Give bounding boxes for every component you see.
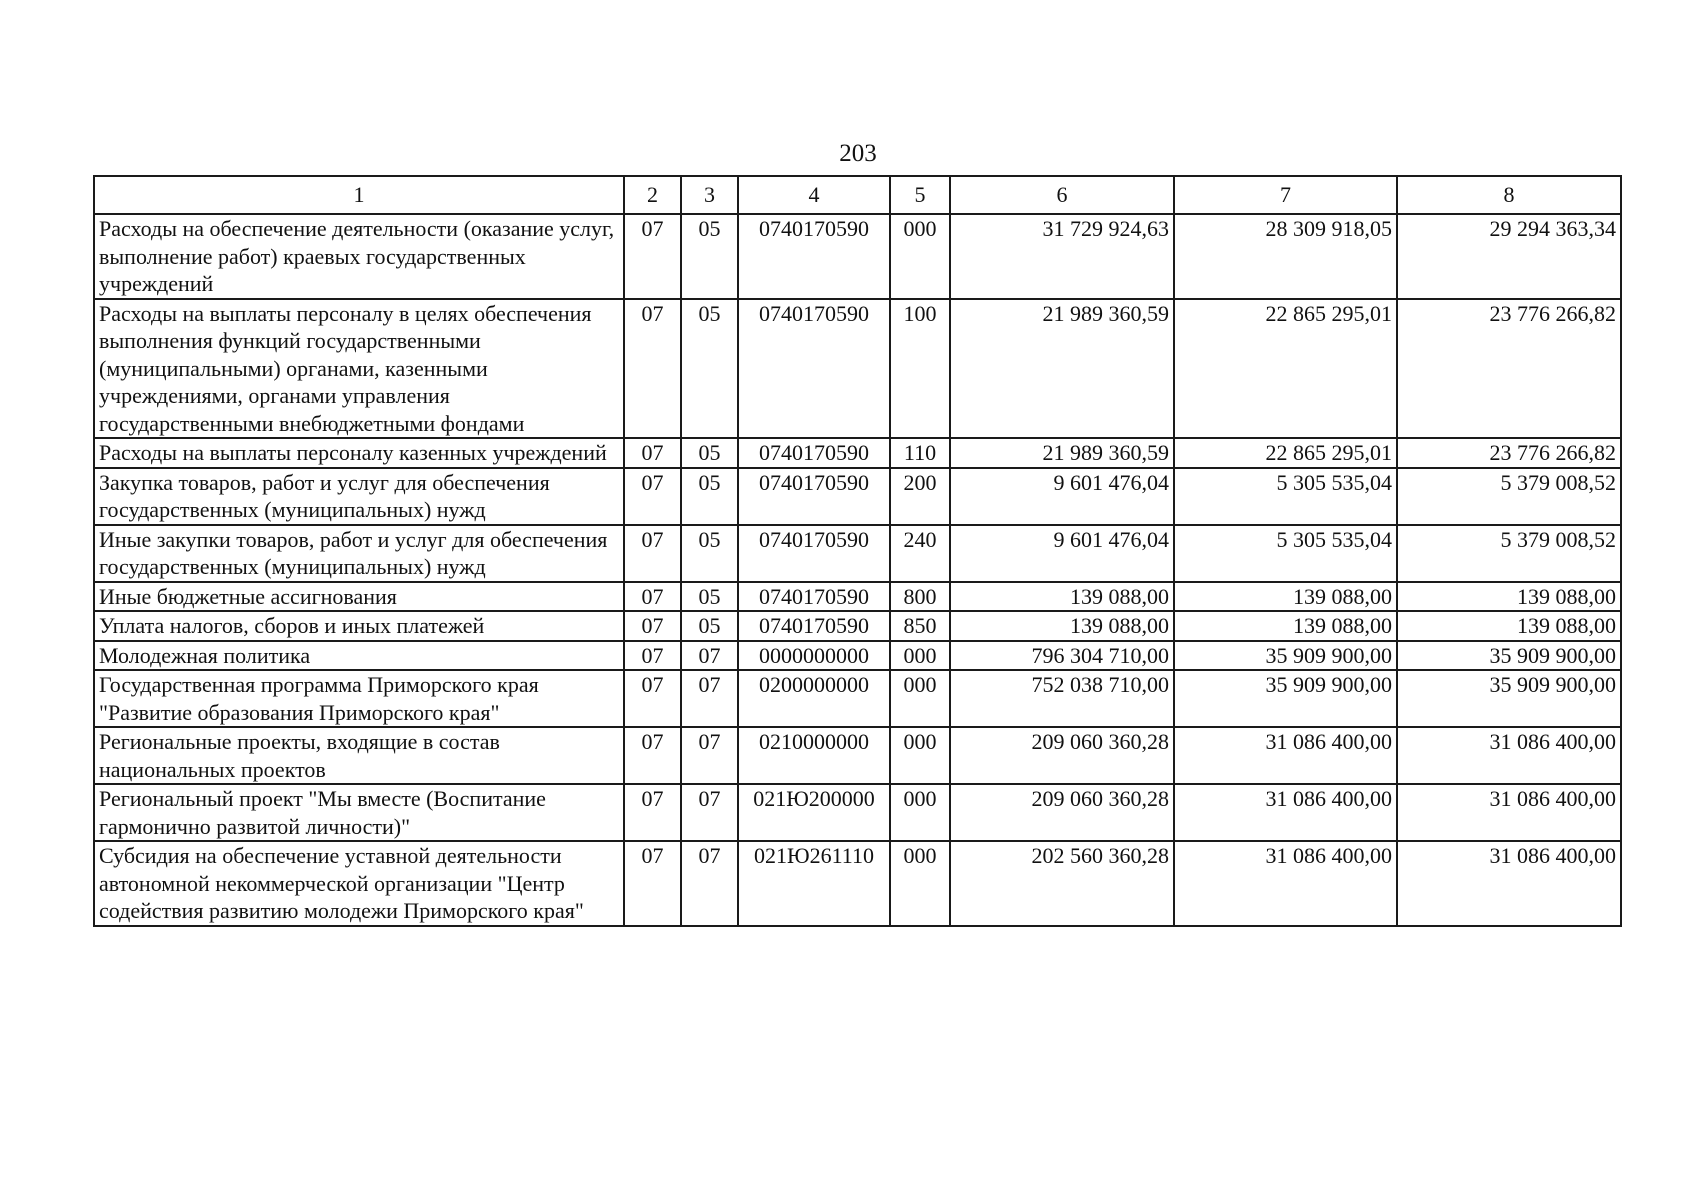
budget-table	[93, 175, 1622, 927]
amount-col6-cell: 209 060 360,28	[950, 784, 1174, 841]
column-header: 3	[681, 176, 738, 214]
amount-col8-cell: 23 776 266,82	[1397, 299, 1621, 439]
column-header: 1	[94, 176, 624, 214]
table-row	[94, 641, 1621, 671]
subsection-code-cell: 07	[681, 641, 738, 671]
amount-col6-cell: 139 088,00	[950, 582, 1174, 612]
amount-col6-cell: 21 989 360,59	[950, 438, 1174, 468]
amount-col8-cell: 31 086 400,00	[1397, 784, 1621, 841]
table-row	[94, 468, 1621, 525]
amount-col8-cell: 139 088,00	[1397, 611, 1621, 641]
table-row	[94, 214, 1621, 299]
expense-type-code-cell: 100	[890, 299, 950, 439]
amount-col8-cell: 5 379 008,52	[1397, 525, 1621, 582]
target-article-code-cell: 0740170590	[738, 299, 890, 439]
column-header: 4	[738, 176, 890, 214]
expense-type-code-cell: 110	[890, 438, 950, 468]
amount-col8-cell: 23 776 266,82	[1397, 438, 1621, 468]
amount-col6-cell: 139 088,00	[950, 611, 1174, 641]
section-code-cell: 07	[624, 670, 681, 727]
subsection-code-cell: 05	[681, 438, 738, 468]
target-article-code-cell: 021Ю200000	[738, 784, 890, 841]
expense-name-cell: Государственная программа Приморского края "Развитие образования Приморского края"	[94, 670, 624, 727]
amount-col7-cell: 31 086 400,00	[1174, 727, 1397, 784]
section-code-cell: 07	[624, 438, 681, 468]
expense-type-code-cell: 850	[890, 611, 950, 641]
amount-col7-cell: 5 305 535,04	[1174, 468, 1397, 525]
expense-name-cell: Субсидия на обеспечение уставной деятельности автономной некоммерческой организации "Центр содействия развитию молодежи Приморского края"	[94, 841, 624, 926]
table-row	[94, 299, 1621, 439]
subsection-code-cell: 07	[681, 784, 738, 841]
target-article-code-cell: 0740170590	[738, 214, 890, 299]
amount-col7-cell: 28 309 918,05	[1174, 214, 1397, 299]
expense-name-cell: Уплата налогов, сборов и иных платежей	[94, 611, 624, 641]
table-row	[94, 841, 1621, 926]
section-code-cell: 07	[624, 727, 681, 784]
amount-col7-cell: 5 305 535,04	[1174, 525, 1397, 582]
target-article-code-cell: 0740170590	[738, 525, 890, 582]
target-article-code-cell: 0200000000	[738, 670, 890, 727]
amount-col6-cell: 9 601 476,04	[950, 468, 1174, 525]
amount-col7-cell: 22 865 295,01	[1174, 299, 1397, 439]
expense-name-cell: Расходы на обеспечение деятельности (оказание услуг, выполнение работ) краевых государственных учреждений	[94, 214, 624, 299]
amount-col7-cell: 139 088,00	[1174, 611, 1397, 641]
expense-type-code-cell: 240	[890, 525, 950, 582]
expense-name-cell: Закупка товаров, работ и услуг для обеспечения государственных (муниципальных) нужд	[94, 468, 624, 525]
section-code-cell: 07	[624, 784, 681, 841]
column-header: 5	[890, 176, 950, 214]
table-row	[94, 611, 1621, 641]
amount-col6-cell: 9 601 476,04	[950, 525, 1174, 582]
subsection-code-cell: 05	[681, 582, 738, 612]
amount-col6-cell: 21 989 360,59	[950, 299, 1174, 439]
expense-type-code-cell: 000	[890, 641, 950, 671]
amount-col7-cell: 22 865 295,01	[1174, 438, 1397, 468]
amount-col7-cell: 31 086 400,00	[1174, 784, 1397, 841]
expense-name-cell: Региональные проекты, входящие в состав национальных проектов	[94, 727, 624, 784]
table-row	[94, 582, 1621, 612]
table-row	[94, 727, 1621, 784]
amount-col6-cell: 209 060 360,28	[950, 727, 1174, 784]
column-header: 7	[1174, 176, 1397, 214]
amount-col8-cell: 35 909 900,00	[1397, 641, 1621, 671]
table-row	[94, 438, 1621, 468]
page-number: 203	[839, 140, 877, 167]
amount-col6-cell: 31 729 924,63	[950, 214, 1174, 299]
target-article-code-cell: 021Ю261110	[738, 841, 890, 926]
amount-col8-cell: 139 088,00	[1397, 582, 1621, 612]
table-row	[94, 525, 1621, 582]
column-header: 2	[624, 176, 681, 214]
expense-name-cell: Молодежная политика	[94, 641, 624, 671]
subsection-code-cell: 05	[681, 611, 738, 641]
expense-type-code-cell: 000	[890, 784, 950, 841]
section-code-cell: 07	[624, 299, 681, 439]
expense-type-code-cell: 000	[890, 841, 950, 926]
amount-col8-cell: 35 909 900,00	[1397, 670, 1621, 727]
amount-col6-cell: 752 038 710,00	[950, 670, 1174, 727]
section-code-cell: 07	[624, 468, 681, 525]
target-article-code-cell: 0740170590	[738, 438, 890, 468]
target-article-code-cell: 0740170590	[738, 582, 890, 612]
amount-col7-cell: 139 088,00	[1174, 582, 1397, 612]
section-code-cell: 07	[624, 582, 681, 612]
table-row	[94, 784, 1621, 841]
section-code-cell: 07	[624, 641, 681, 671]
target-article-code-cell: 0740170590	[738, 611, 890, 641]
section-code-cell: 07	[624, 525, 681, 582]
amount-col8-cell: 5 379 008,52	[1397, 468, 1621, 525]
amount-col7-cell: 35 909 900,00	[1174, 670, 1397, 727]
amount-col7-cell: 35 909 900,00	[1174, 641, 1397, 671]
subsection-code-cell: 05	[681, 214, 738, 299]
expense-type-code-cell: 000	[890, 214, 950, 299]
header-row	[94, 176, 1621, 214]
column-header: 6	[950, 176, 1174, 214]
column-header: 8	[1397, 176, 1621, 214]
expense-name-cell: Расходы на выплаты персоналу казенных учреждений	[94, 438, 624, 468]
table-header	[94, 176, 1621, 214]
expense-name-cell: Иные бюджетные ассигнования	[94, 582, 624, 612]
amount-col6-cell: 202 560 360,28	[950, 841, 1174, 926]
expense-name-cell: Расходы на выплаты персоналу в целях обеспечения выполнения функций государственными (муниципальными) органами, казенными учреждениями, органами управления государственными внебюджетными фондами	[94, 299, 624, 439]
subsection-code-cell: 07	[681, 727, 738, 784]
expense-name-cell: Региональный проект "Мы вместе (Воспитание гармонично развитой личности)"	[94, 784, 624, 841]
expense-name-cell: Иные закупки товаров, работ и услуг для обеспечения государственных (муниципальных) нужд	[94, 525, 624, 582]
table-row	[94, 670, 1621, 727]
subsection-code-cell: 07	[681, 670, 738, 727]
expense-type-code-cell: 000	[890, 670, 950, 727]
section-code-cell: 07	[624, 214, 681, 299]
subsection-code-cell: 05	[681, 525, 738, 582]
expense-type-code-cell: 800	[890, 582, 950, 612]
section-code-cell: 07	[624, 841, 681, 926]
table-body	[94, 214, 1621, 926]
amount-col8-cell: 29 294 363,34	[1397, 214, 1621, 299]
target-article-code-cell: 0000000000	[738, 641, 890, 671]
expense-type-code-cell: 000	[890, 727, 950, 784]
amount-col8-cell: 31 086 400,00	[1397, 841, 1621, 926]
section-code-cell: 07	[624, 611, 681, 641]
amount-col8-cell: 31 086 400,00	[1397, 727, 1621, 784]
target-article-code-cell: 0210000000	[738, 727, 890, 784]
target-article-code-cell: 0740170590	[738, 468, 890, 525]
expense-type-code-cell: 200	[890, 468, 950, 525]
subsection-code-cell: 07	[681, 841, 738, 926]
amount-col7-cell: 31 086 400,00	[1174, 841, 1397, 926]
subsection-code-cell: 05	[681, 468, 738, 525]
subsection-code-cell: 05	[681, 299, 738, 439]
amount-col6-cell: 796 304 710,00	[950, 641, 1174, 671]
